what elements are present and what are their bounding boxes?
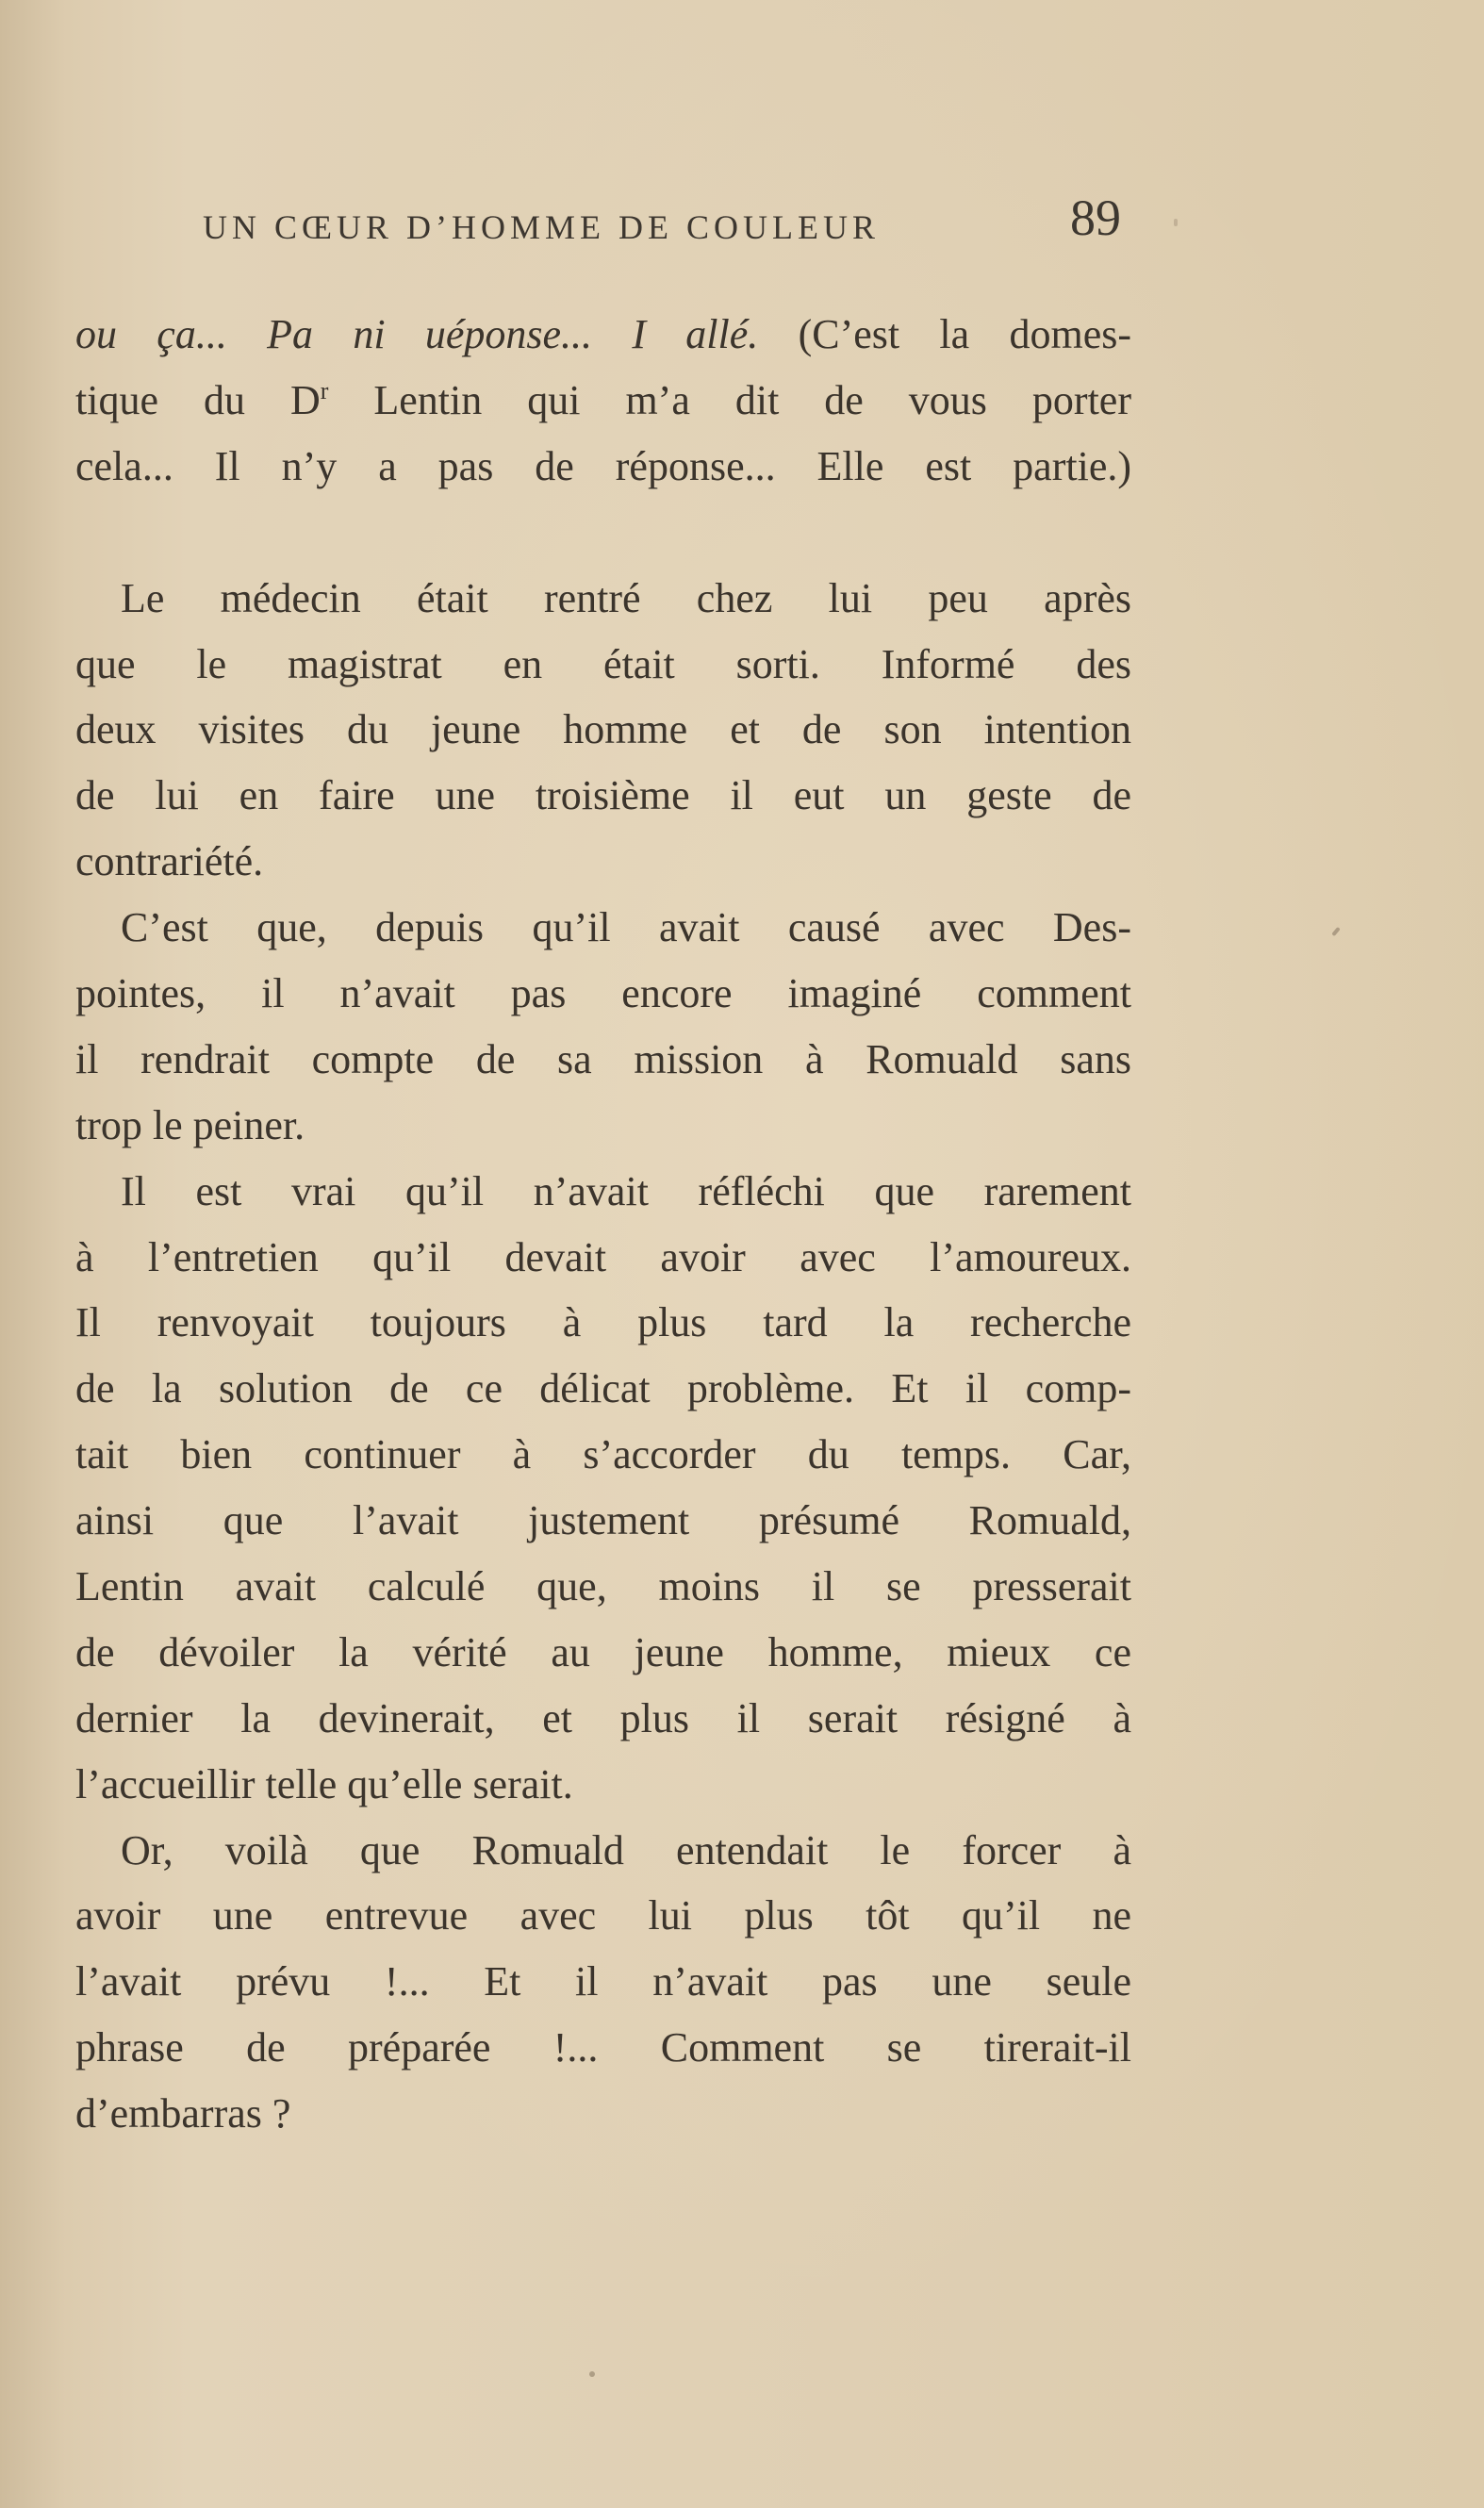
text-span: tique du D xyxy=(75,376,321,423)
text-line: Il renvoyait toujours à plus tard la recherche xyxy=(75,1299,1131,1346)
paper-speck xyxy=(589,2371,595,2377)
text-line: trop le peiner. xyxy=(75,1101,305,1148)
text-line: Il est vrai qu’il n’avait réfléchi que rarement xyxy=(121,1167,1131,1214)
text-line: de lui en faire une troisième il eut un geste de xyxy=(75,772,1131,819)
text-line: dernier la devinerait, et plus il serait résigné à xyxy=(75,1694,1131,1741)
text-line: Or, voilà que Romuald entendait le forcer à xyxy=(121,1826,1131,1873)
text-line: à l’entretien qu’il devait avoir avec l’amoureux. xyxy=(75,1233,1131,1280)
text-line: pointes, il n’avait pas encore imaginé comment xyxy=(75,970,1131,1017)
body-text xyxy=(75,302,1131,2147)
text-line xyxy=(75,302,1131,368)
page-number: 89 xyxy=(1070,190,1121,246)
text-line: Le médecin était rentré chez lui peu après xyxy=(121,574,1131,621)
text-line: de la solution de ce délicat problème. Et il comp- xyxy=(75,1365,1131,1412)
text-line: d’embarras ? xyxy=(75,2090,291,2137)
text-span: Lentin qui m’a dit de vous porter xyxy=(328,376,1131,423)
running-title: UN CŒUR D’HOMME DE COULEUR xyxy=(203,208,881,246)
superscript: r xyxy=(320,376,329,404)
text-line: Lentin avait calculé que, moins il se presserait xyxy=(75,1563,1131,1610)
text-line: phrase de préparée !... Comment se tirerait-il xyxy=(75,2024,1131,2071)
paper-speck xyxy=(1331,927,1340,936)
text-line: ainsi que l’avait justement présumé Romuald, xyxy=(75,1497,1131,1544)
text-span: (C’est la domes- xyxy=(758,311,1132,357)
running-head xyxy=(203,189,1146,255)
text-line: de dévoiler la vérité au jeune homme, mieux ce xyxy=(75,1628,1131,1675)
text-line: C’est que, depuis qu’il avait causé avec Des- xyxy=(121,904,1131,951)
text-line: tait bien continuer à s’accorder du temps. Car, xyxy=(75,1431,1131,1478)
text-line: l’avait prévu !... Et il n’avait pas une seule xyxy=(75,1958,1131,2005)
creole-quote: ou ça... Pa ni uéponse... I allé. xyxy=(75,311,759,357)
text-line: que le magistrat en était sorti. Informé des xyxy=(75,640,1131,687)
text-line: il rendrait compte de sa mission à Romuald sans xyxy=(75,1035,1131,1082)
text-line: deux visites du jeune homme et de son intention xyxy=(75,706,1131,753)
text-line: contrariété. xyxy=(75,838,264,885)
text-line xyxy=(75,368,1131,434)
paragraph-gap xyxy=(75,500,1131,566)
paper-speck xyxy=(1174,219,1178,226)
text-line: avoir une entrevue avec lui plus tôt qu’il ne xyxy=(75,1892,1131,1939)
text-line: l’accueillir telle qu’elle serait. xyxy=(75,1760,573,1807)
text-line: cela... Il n’y a pas de réponse... Elle est partie.) xyxy=(75,442,1131,489)
